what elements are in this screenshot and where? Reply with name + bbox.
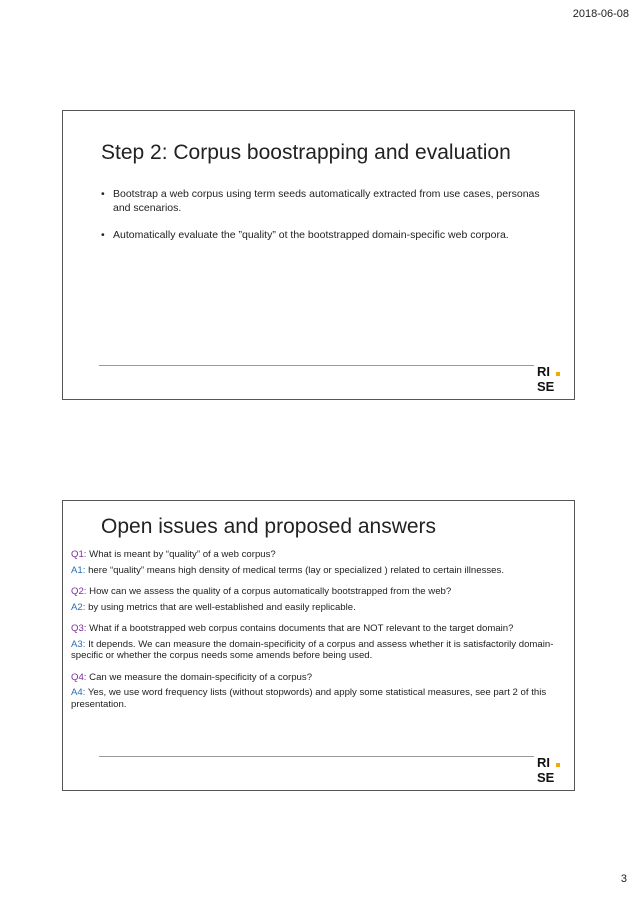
slide-footer-divider [99,365,534,366]
bullet-list [101,187,541,255]
slide-title: Open issues and proposed answers [101,515,437,538]
slide-footer-divider [99,756,534,757]
bullet-item: • Automatically evaluate the ”quality” ot the bootstrapped domain-specific web corpora. [101,229,509,241]
svg-text:SE: SE [537,379,555,393]
question: Q4: Can we measure the domain-specificity of a corpus? [71,671,313,683]
answer: A2: by using metrics that are well-established and easily replicable. [71,601,356,613]
answer: A1: here “quality” means high density of medical terms (lay or specialized ) related to certain illnesses. [71,564,504,576]
qa-item [71,586,566,613]
slide-corpus-bootstrapping [62,110,575,400]
slide-title: Step 2: Corpus boostrapping and evaluation [101,141,511,164]
document-date: 2018-06-08 [572,8,629,20]
slide-open-issues [62,500,575,791]
svg-text:SE: SE [537,770,555,784]
answer: A4: Yes, we use word frequency lists (without stopwords) and apply some statistical measures, see part 2 of this presentation. [71,687,547,710]
question: Q2: How can we assess the quality of a corpus automatically bootstrapped from the web? [71,586,452,597]
page-number: 3 [620,873,627,885]
qa-item [71,549,566,576]
bullet-item: • Bootstrap a web corpus using term seeds automatically extracted from use cases, personas and scenarios. [101,188,540,214]
rise-logo-icon [536,363,562,393]
svg-text:RI: RI [537,364,550,379]
qa-list [71,549,566,720]
rise-logo-icon [536,754,562,784]
qa-item [71,623,566,662]
svg-text:RI: RI [537,755,550,770]
question: Q1: What is meant by “quality” of a web corpus? [71,549,276,560]
qa-item [71,672,566,711]
question: Q3: What if a bootstrapped web corpus contains documents that are NOT relevant to the target domain? [71,623,514,634]
answer: A3: It depends. We can measure the domain-specificity of a corpus and assess whether it is satisfactorily domain-specific or whether the corpus needs some amends before being used. [71,638,554,661]
